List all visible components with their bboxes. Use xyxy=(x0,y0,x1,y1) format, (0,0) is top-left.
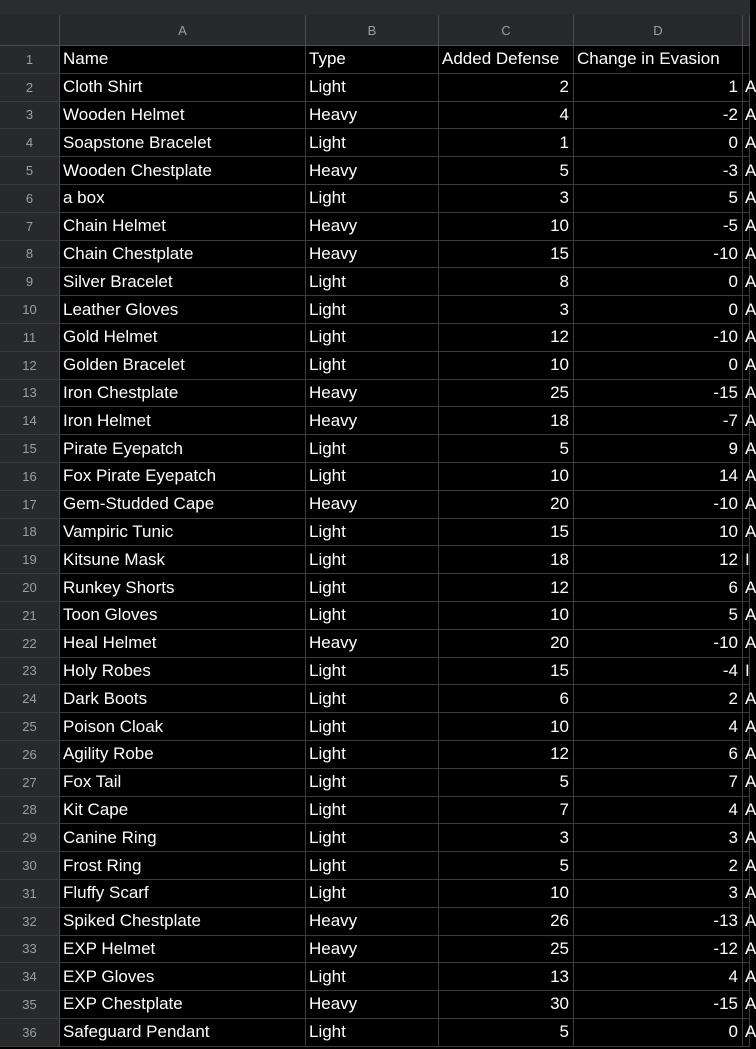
cell-added-defense[interactable]: 20 xyxy=(439,630,574,658)
table-row xyxy=(0,852,756,880)
cell-name[interactable]: Toon Gloves xyxy=(60,602,306,630)
cell-type[interactable]: Light xyxy=(306,324,439,352)
top-toolbar-strip xyxy=(0,0,750,15)
table-row xyxy=(0,630,756,658)
overflow-cell[interactable]: I xyxy=(743,546,750,574)
cell-type[interactable]: Light xyxy=(306,352,439,380)
table-row xyxy=(0,713,756,741)
cell-type[interactable]: Light xyxy=(306,546,439,574)
cell-added-defense[interactable]: 18 xyxy=(439,407,574,435)
overflow-cell[interactable]: A xyxy=(743,241,750,269)
cell-change-in-evasion[interactable]: 0 xyxy=(574,268,743,296)
table-row xyxy=(0,936,756,964)
table-row xyxy=(0,685,756,713)
cell-change-in-evasion[interactable]: 10 xyxy=(574,519,743,547)
row-number[interactable]: 7 xyxy=(0,213,60,241)
cell-change-in-evasion[interactable]: 4 xyxy=(574,713,743,741)
cell-name[interactable]: Vampiric Tunic xyxy=(60,519,306,547)
cell-name[interactable]: Heal Helmet xyxy=(60,630,306,658)
cell-name[interactable]: Leather Gloves xyxy=(60,296,306,324)
cell-type[interactable]: Light xyxy=(306,880,439,908)
cell-added-defense[interactable]: 15 xyxy=(439,519,574,547)
cell-type[interactable]: Light xyxy=(306,852,439,880)
row-number[interactable]: 12 xyxy=(0,352,60,380)
overflow-cell[interactable]: A xyxy=(743,296,750,324)
table-row xyxy=(0,268,756,296)
cell-change-in-evasion[interactable]: -4 xyxy=(574,658,743,686)
column-header-c[interactable]: C xyxy=(439,15,574,46)
overflow-cell[interactable]: A xyxy=(743,129,750,157)
table-row xyxy=(0,908,756,936)
row-number[interactable]: 16 xyxy=(0,463,60,491)
table-row xyxy=(0,435,756,463)
overflow-cell[interactable]: A xyxy=(743,769,750,797)
cell-type[interactable]: Light xyxy=(306,1019,439,1047)
cell-change-in-evasion[interactable]: 14 xyxy=(574,463,743,491)
row-number[interactable]: 13 xyxy=(0,380,60,408)
overflow-cell[interactable]: A xyxy=(743,213,750,241)
overflow-cell[interactable]: A xyxy=(743,741,750,769)
cell-change-in-evasion[interactable]: 9 xyxy=(574,435,743,463)
cell-change-in-evasion[interactable]: -3 xyxy=(574,157,743,185)
row-number[interactable]: 2 xyxy=(0,74,60,102)
overflow-cell[interactable]: A xyxy=(743,824,750,852)
overflow-cell[interactable]: A xyxy=(743,602,750,630)
cell-change-in-evasion[interactable]: -7 xyxy=(574,407,743,435)
overflow-cell[interactable]: A xyxy=(743,991,750,1019)
overflow-cell[interactable]: A xyxy=(743,435,750,463)
row-number[interactable]: 5 xyxy=(0,157,60,185)
cell-change-in-evasion[interactable]: 2 xyxy=(574,685,743,713)
row-number[interactable]: 26 xyxy=(0,741,60,769)
overflow-cell[interactable]: A xyxy=(743,407,750,435)
select-all-corner[interactable] xyxy=(0,15,60,46)
table-row xyxy=(0,46,750,74)
row-number[interactable]: 18 xyxy=(0,519,60,547)
cell-name[interactable]: Iron Helmet xyxy=(60,407,306,435)
overflow-cell[interactable]: A xyxy=(743,268,750,296)
column-header-row xyxy=(0,15,750,46)
row-number[interactable]: 35 xyxy=(0,991,60,1019)
cell-change-in-evasion[interactable]: 2 xyxy=(574,852,743,880)
cell-added-defense[interactable]: 12 xyxy=(439,324,574,352)
row-number[interactable]: 15 xyxy=(0,435,60,463)
cell-added-defense[interactable]: 10 xyxy=(439,463,574,491)
cell-added-defense[interactable]: 3 xyxy=(439,824,574,852)
column-header-e[interactable] xyxy=(743,15,750,46)
cell-change-in-evasion[interactable]: -13 xyxy=(574,908,743,936)
cell-added-defense[interactable]: 10 xyxy=(439,880,574,908)
cell-name[interactable]: Fox Pirate Eyepatch xyxy=(60,463,306,491)
cell-name[interactable]: a box xyxy=(60,185,306,213)
cell-name[interactable]: Fluffy Scarf xyxy=(60,880,306,908)
cell-name[interactable]: Holy Robes xyxy=(60,658,306,686)
cell-name[interactable]: Agility Robe xyxy=(60,741,306,769)
header-cell-added-defense[interactable]: Added Defense xyxy=(439,46,574,74)
cell-change-in-evasion[interactable]: 12 xyxy=(574,546,743,574)
row-number[interactable]: 32 xyxy=(0,908,60,936)
cell-change-in-evasion[interactable]: -2 xyxy=(574,102,743,130)
cell-type[interactable]: Light xyxy=(306,435,439,463)
cell-type[interactable]: Heavy xyxy=(306,936,439,964)
cell-type[interactable]: Heavy xyxy=(306,630,439,658)
table-row xyxy=(0,963,756,991)
row-number[interactable]: 29 xyxy=(0,824,60,852)
cell-added-defense[interactable]: 12 xyxy=(439,741,574,769)
cell-added-defense[interactable]: 7 xyxy=(439,797,574,825)
cell-change-in-evasion[interactable]: 1 xyxy=(574,74,743,102)
cell-added-defense[interactable]: 1 xyxy=(439,129,574,157)
cell-type[interactable]: Light xyxy=(306,185,439,213)
cell-change-in-evasion[interactable]: 7 xyxy=(574,769,743,797)
cell-change-in-evasion[interactable]: -10 xyxy=(574,241,743,269)
cell-added-defense[interactable]: 3 xyxy=(439,296,574,324)
cell-added-defense[interactable]: 15 xyxy=(439,658,574,686)
cell-added-defense[interactable]: 6 xyxy=(439,685,574,713)
cell-type[interactable]: Heavy xyxy=(306,991,439,1019)
cell-change-in-evasion[interactable]: 5 xyxy=(574,602,743,630)
cell-added-defense[interactable]: 25 xyxy=(439,380,574,408)
cell-added-defense[interactable]: 4 xyxy=(439,102,574,130)
row-number[interactable]: 36 xyxy=(0,1019,60,1047)
table-row xyxy=(0,324,756,352)
cell-change-in-evasion[interactable]: -10 xyxy=(574,630,743,658)
table-row xyxy=(0,102,756,130)
row-number[interactable]: 14 xyxy=(0,407,60,435)
cell-name[interactable]: Golden Bracelet xyxy=(60,352,306,380)
cell-name[interactable]: Runkey Shorts xyxy=(60,574,306,602)
table-row xyxy=(0,602,756,630)
cell-type[interactable]: Light xyxy=(306,824,439,852)
cell-added-defense[interactable]: 10 xyxy=(439,602,574,630)
cell-added-defense[interactable]: 5 xyxy=(439,157,574,185)
cell-type[interactable]: Light xyxy=(306,463,439,491)
cell-name[interactable]: Canine Ring xyxy=(60,824,306,852)
cell-name[interactable]: Kitsune Mask xyxy=(60,546,306,574)
cell-change-in-evasion[interactable]: 3 xyxy=(574,880,743,908)
row-number[interactable]: 33 xyxy=(0,936,60,964)
cell-added-defense[interactable]: 26 xyxy=(439,908,574,936)
row-number[interactable]: 24 xyxy=(0,685,60,713)
cell-name[interactable]: Kit Cape xyxy=(60,797,306,825)
cell-name[interactable]: Chain Chestplate xyxy=(60,241,306,269)
table-row xyxy=(0,241,756,269)
row-number[interactable]: 1 xyxy=(0,46,60,74)
overflow-cell[interactable]: A xyxy=(743,713,750,741)
cell-change-in-evasion[interactable]: 6 xyxy=(574,741,743,769)
cell-name[interactable]: Wooden Helmet xyxy=(60,102,306,130)
row-number[interactable]: 6 xyxy=(0,185,60,213)
overflow-cell[interactable]: A xyxy=(743,852,750,880)
cell-added-defense[interactable]: 5 xyxy=(439,769,574,797)
row-number[interactable]: 30 xyxy=(0,852,60,880)
overflow-cell[interactable]: A xyxy=(743,102,750,130)
cell-type[interactable]: Heavy xyxy=(306,157,439,185)
cell-type[interactable]: Light xyxy=(306,574,439,602)
overflow-cell[interactable]: A xyxy=(743,797,750,825)
table-row xyxy=(0,185,756,213)
cell-change-in-evasion[interactable]: 0 xyxy=(574,129,743,157)
cell-added-defense[interactable]: 13 xyxy=(439,963,574,991)
cell-added-defense[interactable]: 18 xyxy=(439,546,574,574)
overflow-cell[interactable]: A xyxy=(743,574,750,602)
row-number[interactable]: 28 xyxy=(0,797,60,825)
row-number[interactable]: 23 xyxy=(0,658,60,686)
cell-change-in-evasion[interactable]: -15 xyxy=(574,991,743,1019)
table-row xyxy=(0,407,756,435)
cell-change-in-evasion[interactable]: 0 xyxy=(574,1019,743,1047)
overflow-cell[interactable]: A xyxy=(743,491,750,519)
table-row xyxy=(0,824,756,852)
row-number[interactable]: 22 xyxy=(0,630,60,658)
cell-name[interactable]: Spiked Chestplate xyxy=(60,908,306,936)
overflow-cell[interactable] xyxy=(743,46,750,74)
overflow-cell[interactable]: I xyxy=(743,658,750,686)
overflow-cell[interactable]: A xyxy=(743,157,750,185)
cell-added-defense[interactable]: 8 xyxy=(439,268,574,296)
cell-change-in-evasion[interactable]: 3 xyxy=(574,824,743,852)
table-row xyxy=(0,519,756,547)
row-number[interactable]: 27 xyxy=(0,769,60,797)
row-number[interactable]: 17 xyxy=(0,491,60,519)
row-number[interactable]: 9 xyxy=(0,268,60,296)
cell-name[interactable]: Chain Helmet xyxy=(60,213,306,241)
cell-change-in-evasion[interactable]: 4 xyxy=(574,797,743,825)
cell-change-in-evasion[interactable]: 5 xyxy=(574,185,743,213)
header-cell-type[interactable]: Type xyxy=(306,46,439,74)
cell-added-defense[interactable]: 2 xyxy=(439,74,574,102)
overflow-cell[interactable]: A xyxy=(743,324,750,352)
table-row xyxy=(0,991,756,1019)
cell-type[interactable]: Heavy xyxy=(306,407,439,435)
overflow-cell[interactable]: A xyxy=(743,185,750,213)
cell-change-in-evasion[interactable]: -5 xyxy=(574,213,743,241)
cell-name[interactable]: EXP Helmet xyxy=(60,936,306,964)
cell-name[interactable]: Silver Bracelet xyxy=(60,268,306,296)
table-row xyxy=(0,213,756,241)
cell-name[interactable]: Cloth Shirt xyxy=(60,74,306,102)
table-row xyxy=(0,769,756,797)
cell-added-defense[interactable]: 20 xyxy=(439,491,574,519)
overflow-cell[interactable]: A xyxy=(743,380,750,408)
cell-name[interactable]: Pirate Eyepatch xyxy=(60,435,306,463)
cell-added-defense[interactable]: 15 xyxy=(439,241,574,269)
row-number[interactable]: 4 xyxy=(0,129,60,157)
cell-change-in-evasion[interactable]: -15 xyxy=(574,380,743,408)
cell-name[interactable]: Dark Boots xyxy=(60,685,306,713)
overflow-cell[interactable]: A xyxy=(743,908,750,936)
row-number[interactable]: 34 xyxy=(0,963,60,991)
cell-added-defense[interactable]: 5 xyxy=(439,852,574,880)
cell-added-defense[interactable]: 3 xyxy=(439,185,574,213)
overflow-cell[interactable]: A xyxy=(743,685,750,713)
cell-type[interactable]: Light xyxy=(306,296,439,324)
cell-name[interactable]: EXP Gloves xyxy=(60,963,306,991)
overflow-cell[interactable]: A xyxy=(743,936,750,964)
row-number[interactable]: 3 xyxy=(0,102,60,130)
overflow-cell[interactable]: A xyxy=(743,74,750,102)
header-cell-name[interactable]: Name xyxy=(60,46,306,74)
cell-name[interactable]: Fox Tail xyxy=(60,769,306,797)
cell-change-in-evasion[interactable]: 0 xyxy=(574,352,743,380)
cell-type[interactable]: Heavy xyxy=(306,380,439,408)
cell-name[interactable]: Wooden Chestplate xyxy=(60,157,306,185)
table-row xyxy=(0,129,756,157)
column-header-d[interactable]: D xyxy=(574,15,743,46)
cell-type[interactable]: Light xyxy=(306,129,439,157)
header-cell-change-in-evasion[interactable]: Change in Evasion xyxy=(574,46,743,74)
spreadsheet-grid[interactable] xyxy=(0,15,756,1047)
cell-type[interactable]: Heavy xyxy=(306,213,439,241)
table-row xyxy=(0,352,756,380)
table-row xyxy=(0,157,756,185)
row-number[interactable]: 21 xyxy=(0,602,60,630)
column-header-b[interactable]: B xyxy=(306,15,439,46)
row-number[interactable]: 20 xyxy=(0,574,60,602)
column-header-a[interactable]: A xyxy=(60,15,306,46)
row-number[interactable]: 25 xyxy=(0,713,60,741)
cell-added-defense[interactable]: 5 xyxy=(439,435,574,463)
overflow-cell[interactable]: A xyxy=(743,963,750,991)
cell-added-defense[interactable]: 10 xyxy=(439,213,574,241)
overflow-cell[interactable]: A xyxy=(743,880,750,908)
cell-type[interactable]: Heavy xyxy=(306,908,439,936)
cell-added-defense[interactable]: 12 xyxy=(439,574,574,602)
table-row xyxy=(0,74,756,102)
row-number[interactable]: 31 xyxy=(0,880,60,908)
table-row xyxy=(0,574,756,602)
overflow-cell[interactable]: A xyxy=(743,519,750,547)
cell-type[interactable]: Light xyxy=(306,741,439,769)
cell-type[interactable]: Heavy xyxy=(306,491,439,519)
cell-change-in-evasion[interactable]: -12 xyxy=(574,936,743,964)
table-row xyxy=(0,658,750,686)
overflow-cell[interactable]: A xyxy=(743,1019,750,1047)
cell-name[interactable]: Gem-Studded Cape xyxy=(60,491,306,519)
cell-type[interactable]: Heavy xyxy=(306,102,439,130)
cell-added-defense[interactable]: 5 xyxy=(439,1019,574,1047)
cell-type[interactable]: Light xyxy=(306,74,439,102)
cell-name[interactable]: EXP Chestplate xyxy=(60,991,306,1019)
cell-type[interactable]: Light xyxy=(306,519,439,547)
table-row xyxy=(0,491,756,519)
cell-change-in-evasion[interactable]: 6 xyxy=(574,574,743,602)
row-number[interactable]: 8 xyxy=(0,241,60,269)
cell-change-in-evasion[interactable]: -10 xyxy=(574,491,743,519)
cell-change-in-evasion[interactable]: -10 xyxy=(574,324,743,352)
row-number[interactable]: 19 xyxy=(0,546,60,574)
overflow-cell[interactable]: A xyxy=(743,463,750,491)
cell-name[interactable]: Poison Cloak xyxy=(60,713,306,741)
cell-added-defense[interactable]: 10 xyxy=(439,352,574,380)
table-row xyxy=(0,463,756,491)
overflow-cell[interactable]: A xyxy=(743,352,750,380)
cell-type[interactable]: Light xyxy=(306,658,439,686)
table-row xyxy=(0,546,750,574)
row-number[interactable]: 11 xyxy=(0,324,60,352)
cell-type[interactable]: Light xyxy=(306,769,439,797)
table-row xyxy=(0,296,756,324)
cell-type[interactable]: Light xyxy=(306,685,439,713)
cell-name[interactable]: Iron Chestplate xyxy=(60,380,306,408)
cell-type[interactable]: Light xyxy=(306,963,439,991)
table-row xyxy=(0,797,756,825)
overflow-cell[interactable]: A xyxy=(743,630,750,658)
cell-added-defense[interactable]: 30 xyxy=(439,991,574,1019)
cell-added-defense[interactable]: 10 xyxy=(439,713,574,741)
cell-name[interactable]: Frost Ring xyxy=(60,852,306,880)
cell-type[interactable]: Heavy xyxy=(306,241,439,269)
table-row xyxy=(0,1019,756,1047)
cell-added-defense[interactable]: 25 xyxy=(439,936,574,964)
cell-type[interactable]: Light xyxy=(306,713,439,741)
table-row xyxy=(0,880,756,908)
table-row xyxy=(0,380,756,408)
row-number[interactable]: 10 xyxy=(0,296,60,324)
cell-type[interactable]: Light xyxy=(306,268,439,296)
cell-change-in-evasion[interactable]: 0 xyxy=(574,296,743,324)
cell-name[interactable]: Safeguard Pendant xyxy=(60,1019,306,1047)
cell-name[interactable]: Gold Helmet xyxy=(60,324,306,352)
table-row xyxy=(0,741,756,769)
cell-name[interactable]: Soapstone Bracelet xyxy=(60,129,306,157)
cell-type[interactable]: Light xyxy=(306,602,439,630)
cell-change-in-evasion[interactable]: 4 xyxy=(574,963,743,991)
cell-type[interactable]: Light xyxy=(306,797,439,825)
